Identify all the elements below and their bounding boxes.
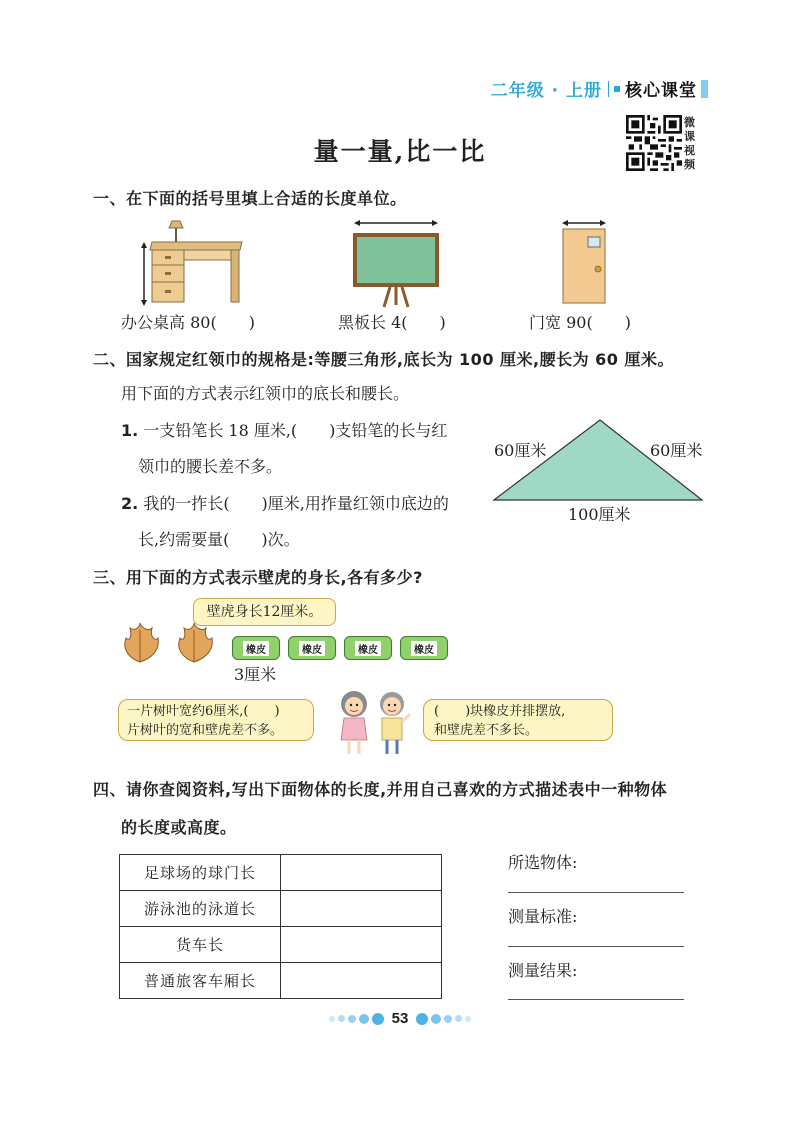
brand-label: 核心课堂 [625,81,697,101]
boy-icon [380,692,410,754]
speech-bubble-right: ( )块橡皮并排摆放, 和壁虎差不多长。 [423,699,613,741]
eraser-icon: 橡皮 [400,636,448,660]
eraser-row [232,636,448,660]
table-cell-object: 货车长 [120,927,281,963]
header-bar-decoration [701,80,708,98]
triangle-base-label: 100厘米 [568,505,631,524]
table-cell-answer[interactable] [281,891,442,927]
section2-intro: 用下面的方式表示红领巾的底长和腰长。 [121,384,410,403]
table-cell-object: 足球场的球门长 [120,855,281,891]
eraser-icon: 橡皮 [288,636,336,660]
footer-dot-icon [416,1013,428,1025]
footer-dot-icon [455,1015,462,1022]
field-selected-object-line[interactable] [508,892,684,893]
eraser-icon: 橡皮 [232,636,280,660]
footer-dot-icon [431,1014,441,1024]
footer-dot-icon [465,1016,471,1022]
footer-dot-icon [444,1015,452,1023]
qr-label: 微 课 视 频 [684,116,695,171]
qr-code-icon[interactable] [626,115,682,171]
eraser-length-label: 3厘米 [234,665,277,684]
table-row [120,963,442,999]
field-measure-result-line[interactable] [508,999,684,1000]
section2-q2-line2: 长,约需要量( )次。 [138,530,300,549]
leaf-icon [179,623,213,662]
page-footer [0,1010,800,1027]
desk-caption: 办公桌高 80( ) [121,313,255,332]
section2-q1-line1: 1. 一支铅笔长 18 厘米,( )支铅笔的长与红 [121,421,448,440]
q1-number: 1. [121,421,139,440]
objects-length-table [119,854,442,999]
children-illustration [334,688,414,758]
desk-illustration [138,220,246,308]
blackboard-illustration [350,219,442,311]
section4-heading-line2: 的长度或高度。 [121,818,237,837]
table-row [120,855,442,891]
section4-heading-line1: 四、请你查阅资料,写出下面物体的长度,并用自己喜欢的方式描述表中一种物体 [93,780,668,799]
blackboard-caption: 黑板长 4( ) [338,313,446,332]
table-row [120,891,442,927]
header-divider [608,81,609,97]
page-title: 量一量,比一比 [313,137,487,166]
leaf-icons [120,622,218,664]
field-measure-result-label: 测量结果: [508,961,578,980]
field-measure-standard-label: 测量标准: [508,907,578,926]
girl-icon [341,691,367,754]
footer-dot-icon [372,1013,384,1025]
page-header [491,76,708,101]
table-cell-answer[interactable] [281,855,442,891]
page-number: 53 [391,1010,409,1027]
table-cell-object: 游泳池的泳道长 [120,891,281,927]
section2-q1-line2: 领巾的腰长差不多。 [138,457,283,476]
speech-bubble-left: 一片树叶宽约6厘米,( ) 片树叶的宽和壁虎差不多。 [118,699,314,741]
field-measure-standard-line[interactable] [508,946,684,947]
table-cell-object: 普通旅客车厢长 [120,963,281,999]
triangle-right-label: 60厘米 [650,441,703,460]
gecko-label: 壁虎身长12厘米。 [193,598,336,626]
section2-q2-line1: 2. 我的一拃长( )厘米,用拃量红领巾底边的 [121,494,449,513]
eraser-icon: 橡皮 [344,636,392,660]
footer-dot-icon [329,1016,335,1022]
footer-dot-icon [359,1014,369,1024]
footer-dot-icon [338,1015,345,1022]
triangle-left-label: 60厘米 [494,441,547,460]
section3-heading: 三、用下面的方式表示壁虎的身长,各有多少? [93,568,423,587]
red-scarf-triangle [492,418,704,504]
leaf-icon [125,623,159,662]
header-square-icon [614,86,620,92]
door-illustration [560,219,608,305]
door-caption: 门宽 90( ) [529,313,631,332]
footer-dot-icon [348,1015,356,1023]
section1-heading: 一、在下面的括号里填上合适的长度单位。 [93,189,407,208]
grade-label: 二年级 · 上册 [490,81,602,101]
table-row [120,927,442,963]
table-cell-answer[interactable] [281,927,442,963]
section2-heading: 二、国家规定红领巾的规格是:等腰三角形,底长为 100 厘米,腰长为 60 厘米。 [93,350,675,369]
q2-number: 2. [121,494,139,513]
field-selected-object-label: 所选物体: [508,853,578,872]
table-cell-answer[interactable] [281,963,442,999]
